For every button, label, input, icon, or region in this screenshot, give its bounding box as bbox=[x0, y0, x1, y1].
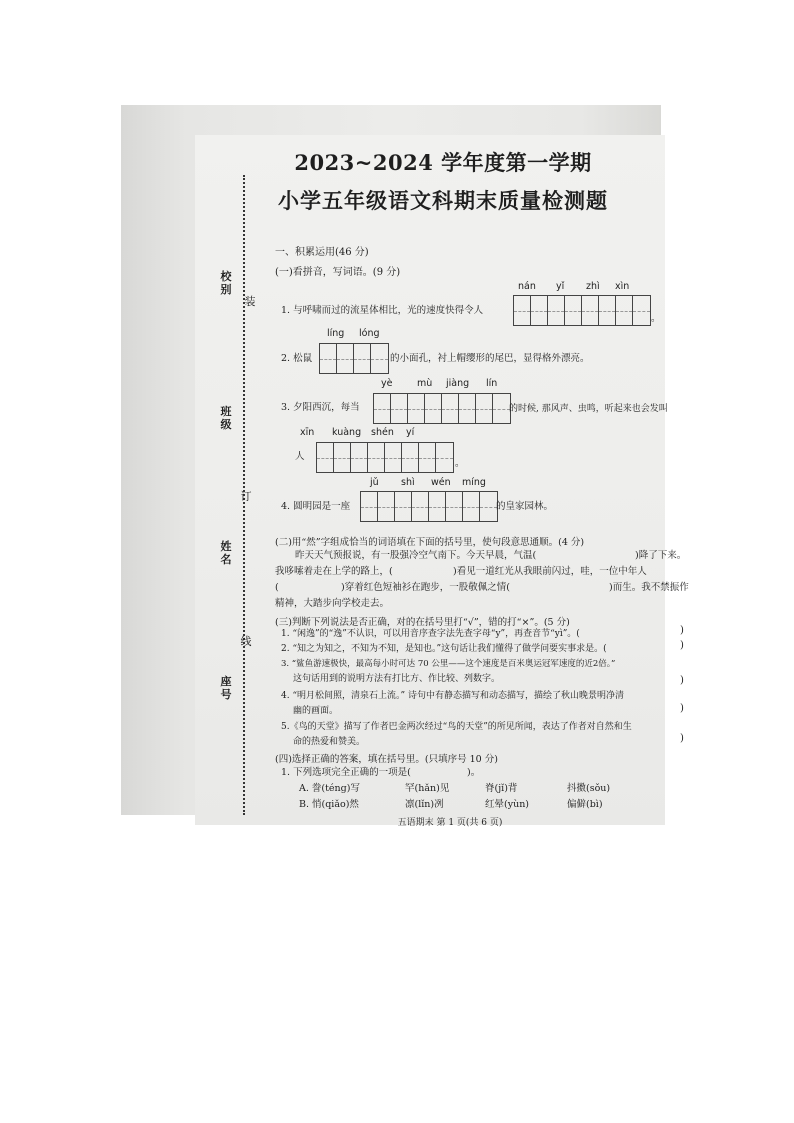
binding-label-school: 校别 bbox=[220, 270, 232, 296]
q1-pinyin-4: xìn bbox=[615, 281, 630, 292]
q2-text-after: 的小面孔，衬上帽缨形的尾巴，显得格外漂亮。 bbox=[390, 353, 590, 364]
binding-mark-ding: 订 bbox=[240, 490, 252, 503]
binding-mark-xian: 线 bbox=[240, 635, 252, 648]
exam-sheet bbox=[195, 135, 689, 828]
part1-heading: (一)看拼音，写词语。(9 分) bbox=[275, 267, 401, 278]
choice-q1-end[interactable]: )。 bbox=[467, 767, 481, 778]
q4-text-after: 的皇家园林。 bbox=[496, 501, 554, 512]
judge-item-5: 5.《鸟的天堂》描写了作者巴金两次经过“鸟的天堂”的所见所闻，表达了作者对自然和生 bbox=[281, 722, 632, 732]
part4-heading: (四)选择正确的答案，填在括号里。(只填序号 10 分) bbox=[275, 754, 498, 765]
part2-line3b: )穿着红色短袖衫在跑步，一股敬佩之情( bbox=[341, 582, 510, 593]
q3-pinyin-2: mù bbox=[417, 378, 433, 389]
option-b-3: 红晕(yùn) bbox=[485, 799, 530, 810]
q1-writing-grid[interactable] bbox=[513, 295, 651, 326]
q1-text-before: 1. 与呼啸而过的流星体相比，光的速度快得令人 bbox=[281, 305, 484, 316]
section1-heading: 一、积累运用(46 分) bbox=[275, 247, 369, 258]
q3b-pinyin-2: kuàng bbox=[332, 427, 362, 438]
q1-pinyin-2: yǐ bbox=[556, 281, 565, 292]
q2-pinyin-2: lóng bbox=[359, 328, 380, 339]
option-a-1: A. 誊(téng)写 bbox=[299, 783, 360, 794]
q3b-text-after: 。 bbox=[455, 458, 465, 469]
q3b-pinyin-1: xīn bbox=[300, 427, 315, 438]
q3-writing-grid[interactable] bbox=[373, 393, 511, 424]
part2-line3c: )而生。我不禁振作 bbox=[609, 582, 689, 593]
q3-text-before: 3. 夕阳西沉，每当 bbox=[281, 402, 360, 413]
exam-photo bbox=[121, 105, 689, 828]
binding-label-name: 姓名 bbox=[220, 540, 232, 566]
judge-item-3-close[interactable]: ) bbox=[680, 675, 684, 686]
option-b-2: 凛(lǐn)冽 bbox=[405, 799, 444, 810]
q2-text-before: 2. 松鼠 bbox=[281, 353, 313, 364]
judge-item-2-close[interactable]: ) bbox=[680, 640, 684, 651]
q1-pinyin-3: zhì bbox=[586, 281, 600, 292]
q4-writing-grid[interactable] bbox=[360, 491, 498, 522]
part2-line1b: )降了下来。 bbox=[635, 550, 687, 561]
judge-item-5-close[interactable]: ) bbox=[680, 733, 684, 744]
part2-line1a: 昨天天气预报说，有一股强冷空气南下。今天早晨，气温( bbox=[295, 550, 537, 561]
judge-item-1: 1. “闲逸”的“逸”不认识，可以用音序查字法先查字母“y”，再查音节“yì”。( bbox=[281, 629, 580, 639]
part2-line4: 精神，大踏步向学校走去。 bbox=[275, 598, 390, 609]
q4-pinyin-4: míng bbox=[462, 477, 486, 488]
option-b-1: B. 悄(qiǎo)然 bbox=[299, 799, 359, 810]
part2-line2a: 我哆嗦着走在上学的路上，( bbox=[275, 566, 393, 577]
binding-label-seat: 座号 bbox=[220, 675, 232, 701]
option-a-4: 抖擞(sǒu) bbox=[567, 783, 611, 794]
part3-heading: (三)判断下列说法是否正确，对的在括号里打“√”，错的打“×”。(5 分) bbox=[275, 617, 570, 628]
q3b-writing-grid[interactable] bbox=[316, 442, 454, 473]
q3-pinyin-1: yè bbox=[381, 378, 393, 389]
judge-item-4-cont: 幽的画面。 bbox=[293, 706, 339, 716]
q4-text-before: 4. 圆明园是一座 bbox=[281, 501, 351, 512]
q2-pinyin-1: líng bbox=[327, 328, 345, 339]
judge-item-1-close[interactable]: ) bbox=[680, 625, 684, 636]
q2-writing-grid[interactable] bbox=[319, 343, 389, 374]
q1-pinyin-1: nán bbox=[518, 281, 536, 292]
judge-item-3: 3. “鲨鱼游速极快，最高每小时可达 70 公里——这个速度是百米奥运冠军速度的近2倍。” bbox=[281, 659, 616, 669]
judge-item-5-cont: 命的热爱和赞美。 bbox=[293, 737, 366, 747]
binding-label-class: 班级 bbox=[220, 405, 232, 431]
q4-pinyin-2: shì bbox=[401, 477, 415, 488]
binding-mark-zhuang: 装 bbox=[244, 295, 256, 308]
part2-heading: (二)用“然”字组成恰当的词语填在下面的括号里，使句段意思通顺。(4 分) bbox=[275, 537, 585, 548]
exam-title-line2: 小学五年级语文科期末质量检测题 bbox=[278, 188, 608, 213]
q3-pinyin-4: lín bbox=[486, 378, 498, 389]
judge-item-4: 4. “明月松间照，清泉石上流。” 诗句中有静态描写和动态描写，描绘了秋山晚景明净清 bbox=[281, 691, 625, 701]
q1-text-after: 。 bbox=[651, 313, 661, 324]
option-b-4: 偏僻(bì) bbox=[567, 799, 603, 810]
exam-title-line1: 2023~2024 学年度第一学期 bbox=[294, 150, 592, 175]
judge-item-4-close[interactable]: ) bbox=[680, 703, 684, 714]
judge-item-3-cont: 这句话用到的说明方法有打比方、作比较、列数字。 bbox=[293, 674, 501, 684]
judge-item-2: 2. “知之为知之，不知为不知，是知也。”这句话让我们懂得了做学问要实事求是。( bbox=[281, 644, 607, 654]
part2-line2b: )看见一道红光从我眼前闪过，哇，一位中年人 bbox=[453, 566, 647, 577]
choice-q1: 1. 下列选项完全正确的一项是( bbox=[281, 767, 411, 778]
option-a-2: 罕(hǎn)见 bbox=[405, 783, 450, 794]
q4-pinyin-3: wén bbox=[431, 477, 451, 488]
q4-pinyin-1: jǔ bbox=[370, 477, 379, 488]
q3-text-after: 的时候, 那风声、虫鸣，听起来也会发叫 bbox=[509, 404, 668, 414]
part2-line3a: ( bbox=[275, 582, 279, 593]
q3b-text-before: 人 bbox=[295, 451, 305, 462]
q3-pinyin-3: jiàng bbox=[446, 378, 470, 389]
page-footer: 五语期末 第 1 页(共 6 页) bbox=[397, 818, 503, 828]
option-a-3: 脊(jǐ)背 bbox=[485, 783, 518, 794]
q3b-pinyin-3: shén bbox=[371, 427, 394, 438]
q3b-pinyin-4: yí bbox=[406, 427, 415, 438]
